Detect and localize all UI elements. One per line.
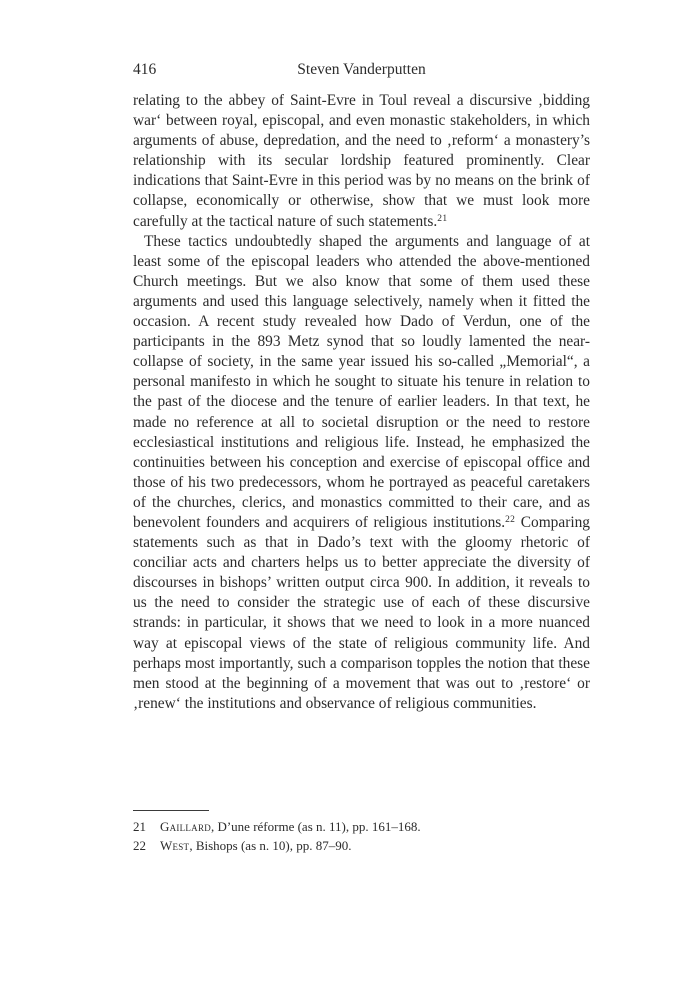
footnote-separator-rule: [133, 810, 209, 811]
page-header: [133, 61, 590, 79]
footnote-number: 22: [133, 837, 146, 853]
footnote-item: [133, 837, 590, 856]
footnotes-section: [133, 810, 590, 855]
footnote-text: West, Bishops (as n. 10), pp. 87–90.: [160, 837, 352, 853]
author-smallcaps: Gaillard: [160, 819, 211, 834]
footnote-reference: 22: [505, 514, 516, 525]
body-text: [133, 91, 590, 714]
footnote-number: 21: [133, 819, 146, 834]
body-paragraph: These tactics undoubtedly shaped the arguments and language of at least some of the episcopal leaders who attended the above-mentioned Church meetings. But we also know that some of them used these arguments and used this language selectively, namely when it fitted the occasion. A recent study revealed how Dado of Verdun, one of the participants in the 893 Metz synod that so loudly lamented the near-collapse of society, in the same year issued his so-called „Memorial“, a personal manifesto in which he sought to situate his tenure in relation to the past of the diocese and the tenure of earlier leaders. In that text, he made no reference at all to societal disruption or the need to restore ecclesiastical institutions and religious life. Instead, he emphasized the continuities between his conception and exercise of episcopal office and those of his two predecessors, whom he portrayed as peaceful caretakers of the churches, clerics, and monastics committed to their care, and as benevolent founders and acquirers of religious institutions.$^{22}$ Comparing statements such as that in Dado’s text with the gloomy rhetoric of conciliar acts and charters helps us to better appreciate the diversity of discourses in bishops’ written output circa 900. In addition, it reveals to us the need to consider the strategic use of each of these discursive strands: in particular, it shows that we need to look in a more nuanced way at episcopal views of the state of religious community life. And perhaps most importantly, such a comparison topples the notion that these men stood at the beginning of a movement that was out to ‚restore‘ or ‚renew‘ the institutions and observance of religious communities.: [133, 232, 590, 712]
footnote-reference: 21: [437, 213, 448, 224]
author-smallcaps: West: [160, 837, 190, 853]
running-header: Steven Vanderputten: [297, 61, 426, 78]
footnote-text: Gaillard, D’une réforme (as n. 11), pp. 161–168.: [160, 819, 421, 834]
footnote-item: [133, 818, 590, 837]
footnote-list: [133, 818, 590, 855]
body-paragraph: relating to the abbey of Saint-Evre in Toul reveal a discursive ‚bidding war‘ between royal, episcopal, and even monastic stakeholders, in which arguments of abuse, depredation, and the need to ‚reform‘ a monastery’s relationship with its secular lordship featured prominently. Clear indications that Saint-Evre in this period was by no means on the brink of collapse, economically or otherwise, show that we must look more carefully at the tactical nature of such statements.$^{21}$: [133, 92, 590, 230]
page-number: 416: [133, 61, 157, 78]
